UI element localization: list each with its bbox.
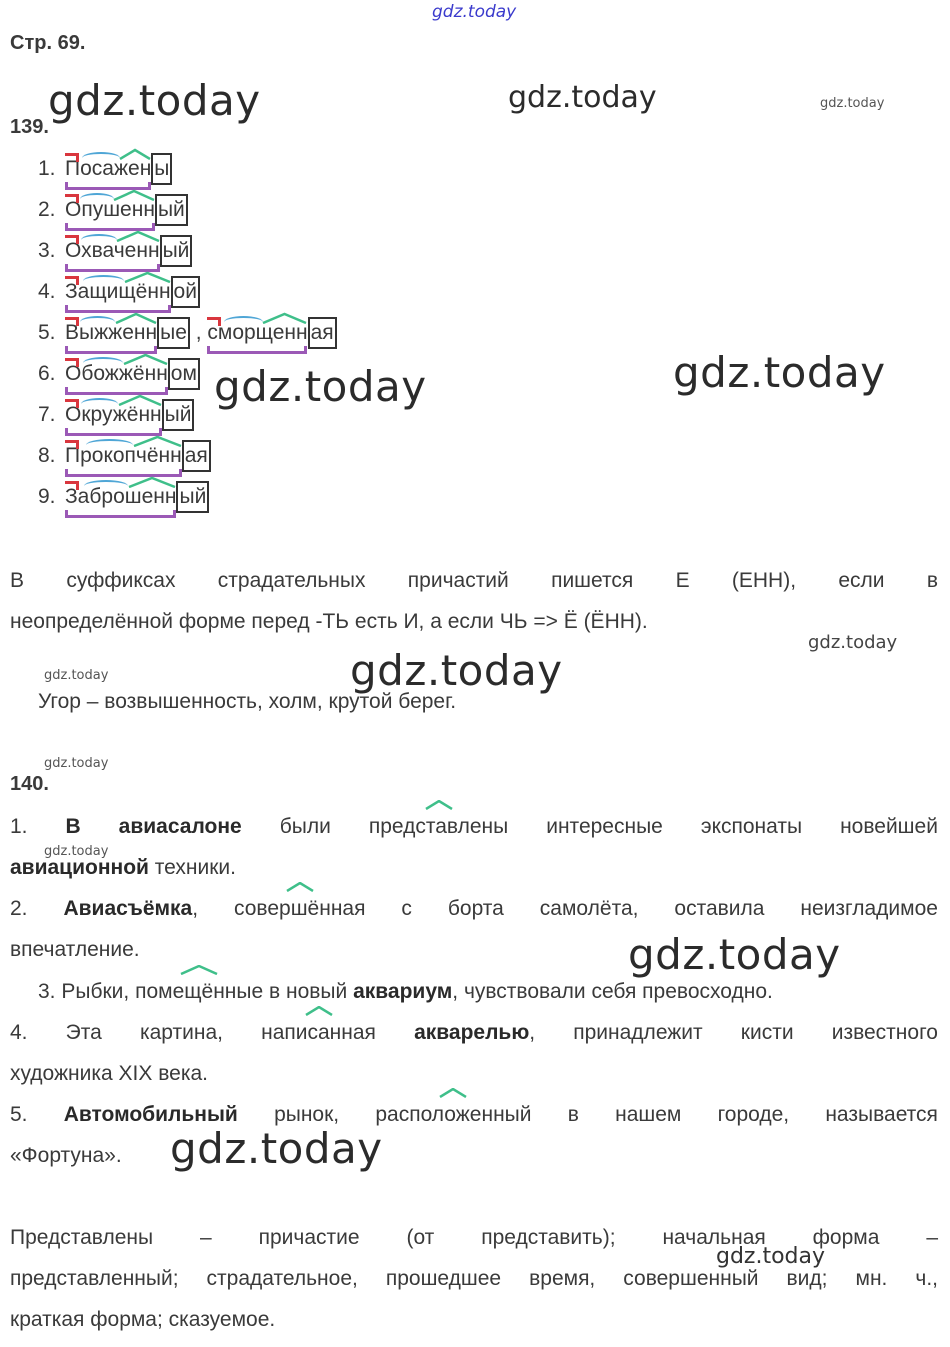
suffix-mark-icon (128, 476, 176, 488)
stem-underline (65, 510, 176, 518)
list-item (38, 191, 337, 232)
word: неизгладимое (800, 897, 938, 920)
stem-text: Прокопчё (65, 444, 159, 467)
word: называется (825, 1103, 938, 1126)
stem-text: Защищё (65, 280, 148, 303)
suffix-mark-icon (133, 435, 182, 447)
watermark: gdz.today (170, 1124, 383, 1173)
suffix-hat-icon (438, 1088, 468, 1098)
watermark: gdz.today (673, 348, 886, 397)
suffix-mark-icon (119, 148, 151, 160)
sentence-2 (10, 888, 938, 970)
word-ending: ые (157, 317, 190, 349)
suffix-mark-icon (262, 312, 307, 324)
suffix-text: нн (284, 321, 308, 344)
punct: , (192, 897, 199, 920)
word: в (567, 1103, 579, 1126)
word: самолёта, (539, 897, 639, 920)
sentence-5-line-1 (10, 1094, 938, 1135)
word-stem (65, 314, 157, 352)
suffix-text: нн (131, 198, 155, 221)
sentence-4-line-1 (10, 1012, 938, 1053)
list-item (38, 150, 337, 191)
rule-paragraph (10, 560, 938, 642)
stem-text: Опуше (65, 198, 132, 221)
key-word: Автомобильный (63, 1103, 238, 1126)
rule-line-1: В суффиксах страдательных причастий пишется Е (ЕНН), если в (10, 569, 938, 592)
watermark: gdz.today (44, 668, 109, 683)
suffix-text: н (139, 157, 152, 180)
stem-text: Охваче (65, 239, 137, 262)
sentence-number: 1. (10, 815, 66, 838)
key-word: акварелью (414, 1021, 530, 1044)
word-ending: ом (168, 358, 200, 390)
stem-underline (207, 346, 307, 354)
suffix-mark-icon (116, 230, 160, 242)
suffix-mark-icon (118, 394, 162, 406)
word-stem (65, 273, 171, 311)
suffix-text: нн (153, 485, 177, 508)
analysis-paragraph (10, 1217, 938, 1340)
participle-text: представлены (368, 815, 509, 838)
sentence-number: 5. (10, 1103, 64, 1126)
marked-word (65, 191, 188, 229)
sentence-2-line-1 (10, 888, 938, 929)
watermark: gdz.today (44, 756, 109, 771)
word: новейшей (840, 815, 938, 838)
list-item (38, 314, 337, 355)
punct: , (529, 1021, 536, 1044)
list-item (38, 478, 337, 519)
root-arc (80, 193, 114, 205)
word-ending: ая (308, 317, 337, 349)
item-number: 2. (38, 198, 56, 221)
word: нашем (615, 1103, 682, 1126)
marked-word (65, 396, 194, 434)
word: известного (831, 1021, 938, 1044)
word-ending: ый (155, 194, 188, 226)
list-item (38, 273, 337, 314)
word: кисти (740, 1021, 794, 1044)
suffix-mark-icon (113, 189, 155, 201)
participle-text: расположенный (375, 1103, 532, 1126)
word: борта (447, 897, 504, 920)
sentence-number: 2. (10, 897, 64, 920)
marked-word (207, 314, 336, 352)
participle-with-suffix-mark (375, 1094, 531, 1135)
word-stem (65, 232, 160, 270)
participle-with-suffix-mark (369, 806, 508, 847)
sentence-5-line-2: «Фортуна». (10, 1144, 122, 1167)
item-number: 8. (38, 444, 56, 467)
suffix-text: нн (133, 321, 158, 344)
watermark: gdz.today (820, 96, 885, 111)
exercise-139-list (38, 150, 337, 519)
word: оставила (674, 897, 765, 920)
analysis-line-3: краткая форма; сказуемое. (10, 1308, 276, 1331)
exercise-140-number: 140. (10, 773, 49, 795)
stem-text: Обожжё (65, 362, 145, 385)
participle-with-suffix-mark (234, 888, 365, 929)
watermark: gdz.today (48, 76, 261, 125)
word-ending: ый (160, 235, 193, 267)
sentence-5 (10, 1094, 938, 1176)
participle-with-suffix-mark: помещённые (135, 971, 263, 1012)
participle-text: совершённая (234, 897, 366, 920)
suffix-mark-icon (124, 271, 171, 283)
key-word: Авиасъёмка (63, 897, 193, 920)
word: были (279, 815, 331, 838)
root-arc (84, 480, 128, 492)
list-item (38, 437, 337, 478)
item-number: 1. (38, 157, 56, 180)
watermark: gdz.today (350, 646, 563, 695)
stem-text: Окружё (65, 403, 139, 426)
watermark: gdz.today (44, 844, 109, 859)
item-number: 9. (38, 485, 56, 508)
word-ending: ый (176, 481, 209, 513)
analysis-line-2: представленный; страдательное, прошедшее время, совершенный вид; мн. ч., (10, 1267, 938, 1290)
watermark-top: gdz.today (432, 2, 517, 22)
root-arc (86, 439, 133, 451)
marked-word (65, 437, 211, 475)
word-stem (65, 396, 162, 434)
item-number: 5. (38, 321, 56, 344)
suffix-hat-icon (424, 800, 454, 810)
sentence-4 (10, 1012, 938, 1094)
sentence-4-line-2: художника XIX века. (10, 1062, 208, 1085)
word-stem (65, 437, 182, 475)
word: рынок, (274, 1103, 340, 1126)
participle-with-suffix-mark (261, 1012, 376, 1053)
marked-word (65, 150, 172, 188)
word: Эта (65, 1021, 102, 1044)
analysis-line-1: Представлены – причастие (от представить); начальная форма – (10, 1226, 938, 1249)
word: интересные (546, 815, 663, 838)
word: городе, (717, 1103, 790, 1126)
word-stem (207, 314, 307, 352)
suffix-hat-icon (285, 882, 315, 892)
marked-word (65, 314, 190, 352)
word-stem (65, 355, 168, 393)
suffix-hat-icon (304, 1006, 334, 1016)
exercise-139-number: 139. (10, 116, 49, 138)
word-stem (65, 478, 176, 516)
item-number: 4. (38, 280, 56, 303)
marked-word (65, 232, 192, 270)
stem-text: сморще (207, 321, 285, 344)
sentence-2-line-2: впечатление. (10, 938, 140, 961)
root-arc (81, 234, 117, 246)
item-number: 7. (38, 403, 56, 426)
root-arc (83, 357, 123, 369)
root-arc (83, 275, 124, 287)
watermark: gdz.today (214, 362, 427, 411)
item-number: 3. (38, 239, 56, 262)
word: картина, (139, 1021, 223, 1044)
sentence-number: 4. (10, 1021, 28, 1044)
word-ending: ы (151, 153, 172, 185)
item-number: 6. (38, 362, 56, 385)
suffix-mark-icon (123, 353, 168, 365)
watermark: gdz.today (808, 632, 898, 653)
watermark: gdz.today (508, 80, 657, 115)
root-arc (81, 398, 118, 410)
marked-word (65, 273, 200, 311)
list-item (38, 396, 337, 437)
suffix-hat-icon (179, 965, 219, 975)
word: принадлежит (573, 1021, 703, 1044)
stem-text: Выжже (65, 321, 134, 344)
word-ending: ой (171, 276, 200, 308)
page-label: Стр. 69. (10, 32, 86, 54)
word-stem (65, 150, 151, 188)
word: с (401, 897, 412, 920)
word: экспонаты (700, 815, 803, 838)
suffix-text: нн (158, 444, 182, 467)
separator: , (189, 321, 208, 344)
root-arc (224, 316, 263, 328)
sentence-3-line: 3. Рыбки, помещённые в новый аквариум, чувствовали себя превосходно. (38, 971, 938, 1012)
root-arc (82, 152, 120, 164)
watermark: gdz.today (628, 930, 841, 979)
suffix-text: нн (147, 280, 171, 303)
root-arc (80, 316, 115, 328)
stem-text: Посаже (65, 157, 140, 180)
word-ending: ая (182, 440, 211, 472)
list-item (38, 355, 337, 396)
sentence-1 (10, 806, 938, 888)
participle-text: написанная (261, 1021, 376, 1044)
word-ending: ый (162, 399, 195, 431)
suffix-text: нн (144, 362, 168, 385)
stem-text: Заброше (65, 485, 154, 508)
suffix-text: нн (136, 239, 160, 262)
marked-word (65, 355, 200, 393)
rule-line-2: неопределённой форме перед -ТЬ есть И, а если ЧЬ => Ё (ЁНН). (10, 610, 648, 633)
list-item (38, 232, 337, 273)
ugor-definition: Угор – возвышенность, холм, крутой берег. (38, 690, 457, 713)
suffix-text: нн (138, 403, 162, 426)
sentence-1-line-2: авиационной техники. (10, 856, 236, 879)
key-word: В авиасалоне (65, 815, 242, 838)
word-stem (65, 191, 155, 229)
marked-word (65, 478, 209, 516)
watermark: gdz.today (716, 1244, 826, 1269)
sentence-3 (38, 971, 938, 1012)
sentence-1-line-1 (10, 806, 938, 847)
suffix-mark-icon (115, 312, 157, 324)
